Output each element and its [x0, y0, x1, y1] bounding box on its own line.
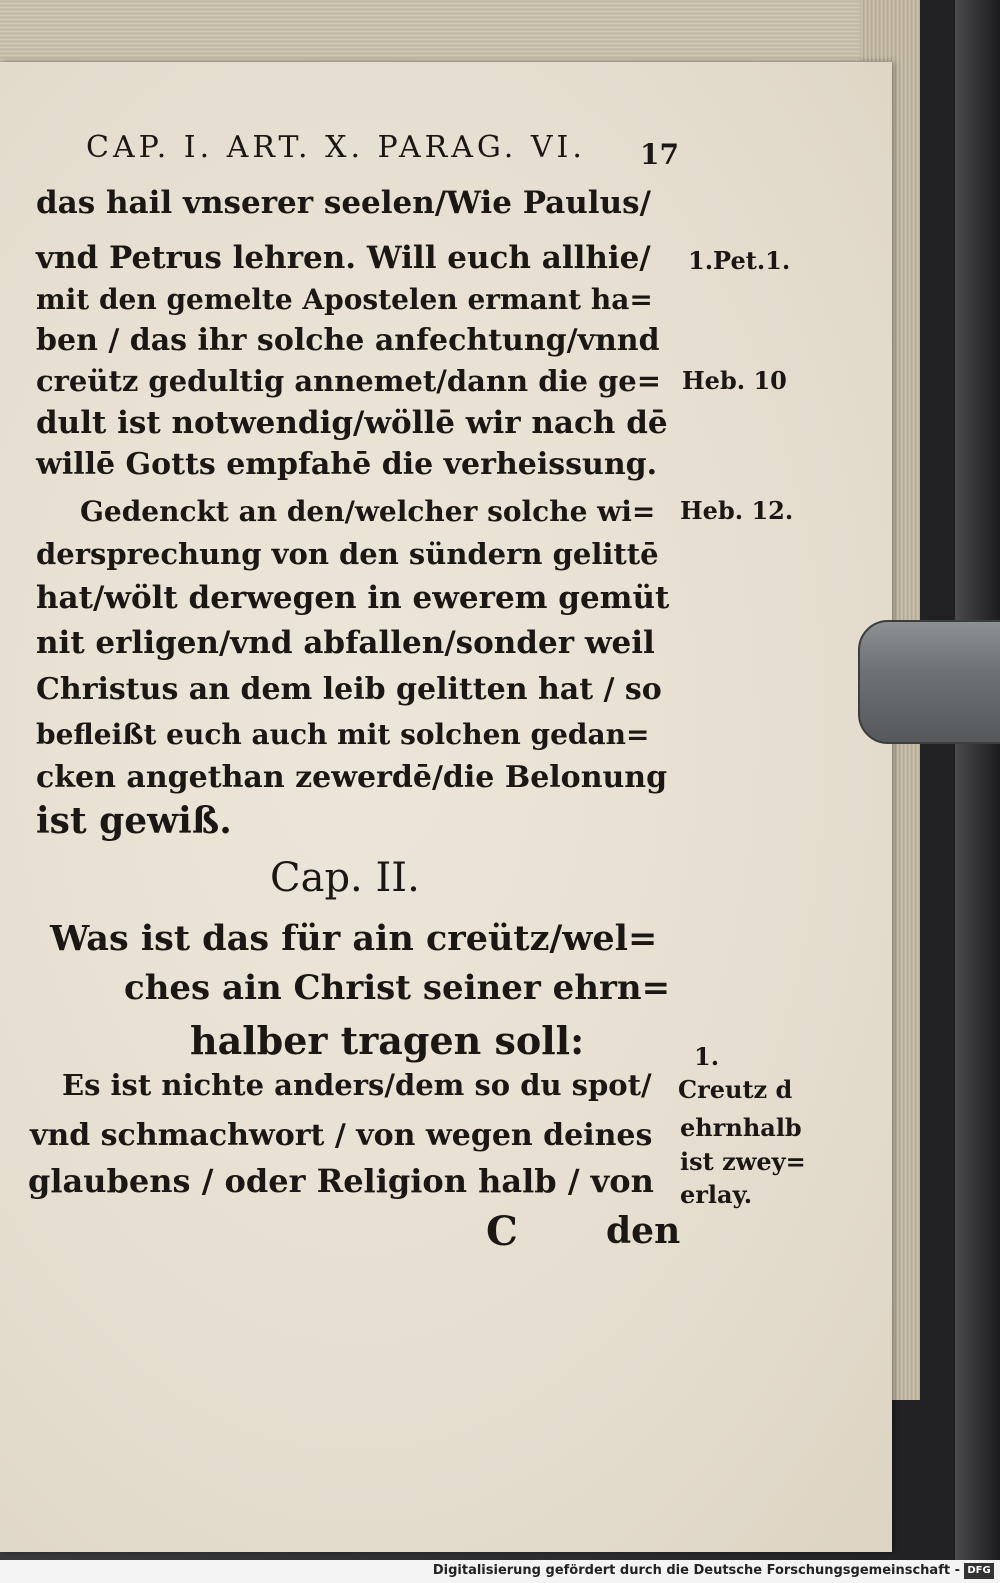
answer-margin-line-2: ehrnhalb — [680, 1113, 802, 1142]
answer-line-3: glaubens / oder Religion halb / von — [28, 1162, 654, 1200]
body-line-11: nit erligen/vnd abfallen/sonder weil — [36, 625, 655, 661]
body-line-6: dult ist notwendig/wöllē wir nach dē — [36, 405, 668, 441]
body-line-3: mit den gemelte Apostelen ermant ha= — [36, 283, 653, 316]
margin-note-3: Heb. 12. — [680, 496, 794, 525]
page-edges-top — [0, 0, 880, 70]
body-line-5: creütz gedultig annemet/dann die ge= — [36, 364, 662, 398]
body-line-15: ist gewiß. — [36, 800, 232, 842]
question-line-1: Was ist das für ain creütz/wel= — [50, 918, 658, 959]
answer-line-1: Es ist nichte anders/dem so du spot/ — [62, 1068, 652, 1102]
question-line-2: ches ain Christ seiner ehrn= — [124, 968, 671, 1008]
page-number: 17 — [640, 138, 679, 171]
body-line-2: vnd Petrus lehren. Will euch allhie/ — [36, 240, 651, 276]
body-line-4: ben / das ihr solche anfechtung/vnnd — [36, 323, 660, 358]
dfg-logo: DFG — [964, 1563, 994, 1579]
signature-mark: C — [486, 1208, 518, 1255]
body-line-1: das hail vnserer seelen/Wie Paulus/ — [36, 185, 651, 221]
answer-margin-line-4: erlay. — [680, 1180, 753, 1209]
answer-margin-line-3: ist zwey= — [680, 1147, 806, 1176]
body-line-9: dersprechung von den sündern gelittē — [36, 537, 659, 571]
body-line-14: cken angethan zewerdē/die Belonung — [36, 760, 668, 795]
chapter-heading: Cap. II. — [270, 855, 420, 901]
page-clip — [858, 620, 1000, 744]
body-line-12: Christus an dem leib gelitten hat / so — [36, 672, 662, 707]
body-line-8: Gedenckt an den/welcher solche wi= — [80, 495, 656, 528]
margin-note-1: 1.Pet.1. — [688, 246, 791, 275]
question-line-3: halber tragen soll: — [190, 1018, 585, 1063]
answer-margin-line-1: Creutz d — [678, 1075, 793, 1104]
running-header: CAP. I. ART. X. PARAG. VI. — [86, 130, 586, 165]
body-line-13: befleißt euch auch mit solchen gedan= — [36, 718, 650, 751]
answer-line-2: vnd schmachwort / von wegen deines — [30, 1118, 653, 1153]
body-line-10: hat/wölt derwegen in ewerem gemüt — [36, 580, 670, 616]
answer-margin-number: 1. — [694, 1042, 720, 1071]
body-line-7: willē Gotts empfahē die verheissung. — [36, 447, 658, 482]
catchword: den — [606, 1210, 681, 1252]
book-spine — [955, 0, 1000, 1560]
footer-credit: Digitalisierung gefördert durch die Deutsche Forschungsgemeinschaft - — [432, 1563, 960, 1578]
margin-note-2: Heb. 10 — [682, 366, 787, 395]
